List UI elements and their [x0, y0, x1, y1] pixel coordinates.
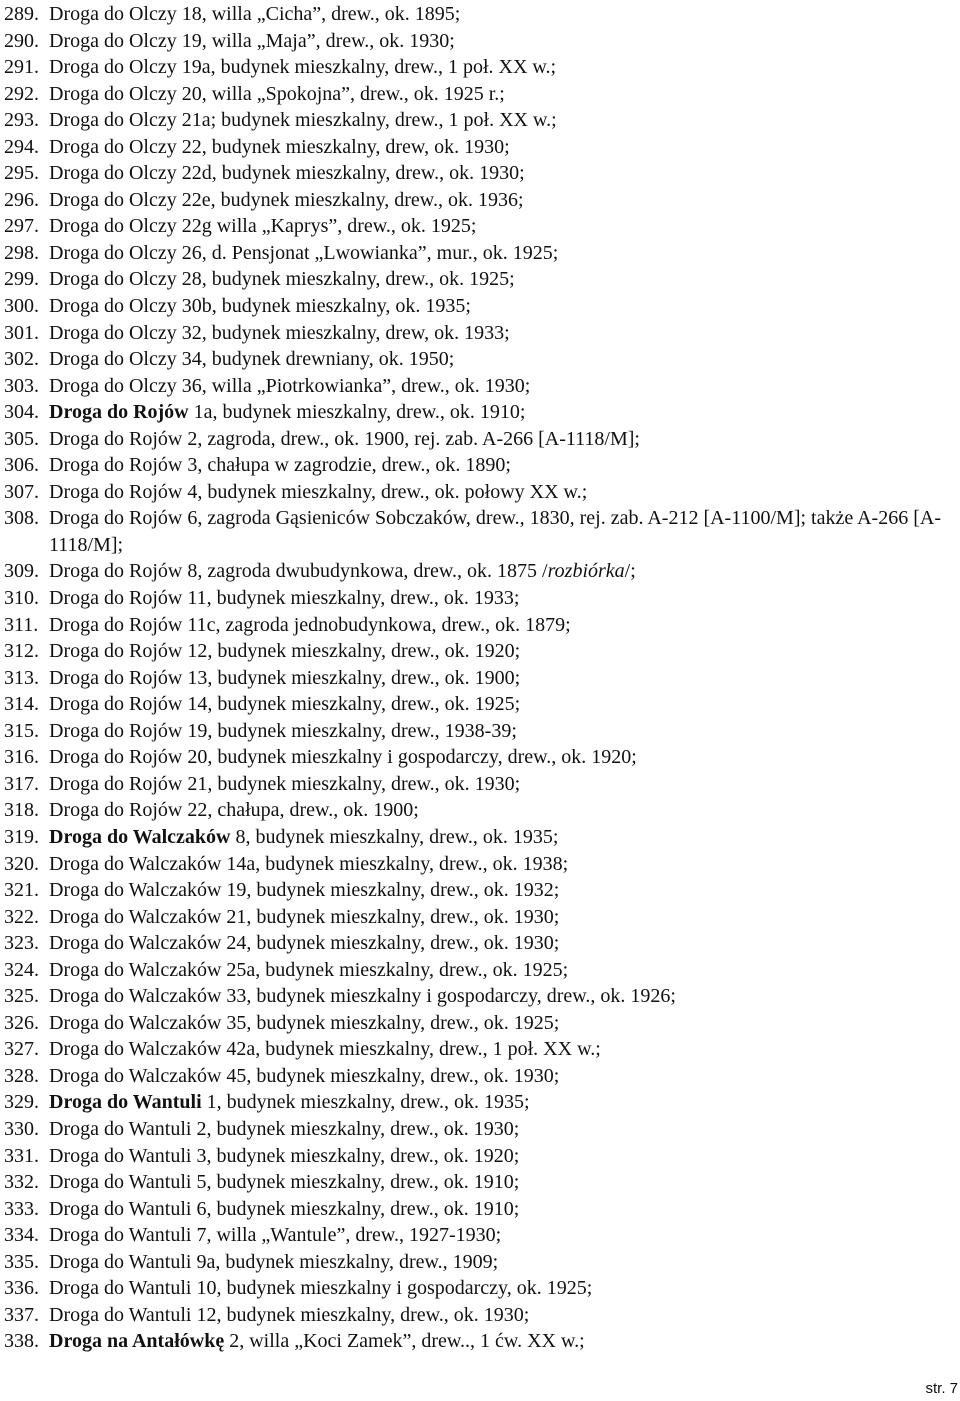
entry-text — [49, 426, 954, 453]
entry-text — [49, 1328, 954, 1355]
entry-text — [49, 1275, 954, 1302]
list-item — [4, 691, 954, 718]
entry-number: 304. — [4, 401, 39, 424]
list-item — [4, 718, 954, 745]
entry-text — [49, 293, 954, 320]
entry-number: 324. — [4, 958, 39, 981]
entry-text — [49, 1010, 954, 1037]
entry-text-segment: Droga do Walczaków 21, budynek mieszkalny, drew., ok. 1930; — [49, 905, 560, 928]
entry-text-segment: /; — [624, 560, 636, 583]
entry-text — [49, 160, 954, 187]
entry-text-segment: Droga do Wantuli 6, budynek mieszkalny, drew., ok. 1910; — [49, 1197, 520, 1220]
entry-text-segment: Droga do Walczaków 42a, budynek mieszkalny, drew., 1 poł. XX w.; — [49, 1038, 601, 1061]
entry-text — [49, 1169, 954, 1196]
list-item — [4, 1036, 954, 1063]
list-item — [4, 638, 954, 665]
entry-text-segment: Droga do Wantuli 2, budynek mieszkalny, drew., ok. 1930; — [49, 1117, 520, 1140]
entry-text — [49, 505, 954, 558]
entry-text — [49, 1222, 954, 1249]
entry-number: 322. — [4, 905, 39, 928]
entry-text — [49, 54, 954, 81]
entry-text — [49, 558, 954, 585]
entry-number: 302. — [4, 348, 39, 371]
list-item — [4, 160, 954, 187]
list-item — [4, 930, 954, 957]
entry-number: 335. — [4, 1250, 39, 1273]
entry-number: 326. — [4, 1011, 39, 1034]
entry-number: 321. — [4, 879, 39, 902]
status-note: rozbiórka — [547, 560, 625, 583]
list-item — [4, 1089, 954, 1116]
entry-number: 293. — [4, 109, 39, 132]
list-item — [4, 558, 954, 585]
list-item — [4, 240, 954, 267]
entry-text — [49, 399, 954, 426]
list-item — [4, 346, 954, 373]
entry-text-segment: Droga do Rojów 13, budynek mieszkalny, drew., ok. 1900; — [49, 666, 521, 689]
list-item — [4, 187, 954, 214]
entry-text — [49, 638, 954, 665]
entry-text-segment: Droga do Wantuli 5, budynek mieszkalny, drew., ok. 1910; — [49, 1171, 520, 1194]
entry-number: 295. — [4, 162, 39, 185]
entry-number: 337. — [4, 1303, 39, 1326]
entry-text-segment: Droga do Olczy 30b, budynek mieszkalny, ok. 1935; — [49, 295, 471, 318]
entry-text-segment: Droga do Olczy 21a; budynek mieszkalny, drew., 1 poł. XX w.; — [49, 109, 557, 132]
entry-text — [49, 930, 954, 957]
entry-number: 294. — [4, 135, 39, 158]
entry-text-segment: Droga do Olczy 22e, budynek mieszkalny, drew., ok. 1936; — [49, 188, 524, 211]
entry-text-segment: Droga do Rojów 11c, zagroda jednobudynkowa, drew., ok. 1879; — [49, 613, 571, 636]
entry-text — [49, 983, 954, 1010]
list-item — [4, 957, 954, 984]
list-item — [4, 452, 954, 479]
list-item — [4, 1275, 954, 1302]
entry-text — [49, 824, 954, 851]
entry-text-segment: Droga do Olczy 36, willa „Piotrkowianka”, drew., ok. 1930; — [49, 374, 531, 397]
entry-text — [49, 1302, 954, 1329]
list-item — [4, 81, 954, 108]
list-item — [4, 877, 954, 904]
entry-text-segment: Droga do Walczaków 25a, budynek mieszkalny, drew., ok. 1925; — [49, 958, 569, 981]
entry-text-segment: Droga do Rojów 14, budynek mieszkalny, drew., ok. 1925; — [49, 693, 521, 716]
entry-text — [49, 957, 954, 984]
entry-number: 331. — [4, 1144, 39, 1167]
entry-number: 327. — [4, 1038, 39, 1061]
entry-number: 292. — [4, 82, 39, 105]
list-item — [4, 54, 954, 81]
entry-text-segment: Droga do Wantuli 3, budynek mieszkalny, drew., ok. 1920; — [49, 1144, 520, 1167]
list-item — [4, 399, 954, 426]
entry-text — [49, 134, 954, 161]
entry-text-segment: Droga do Walczaków 33, budynek mieszkalny i gospodarczy, drew., ok. 1926; — [49, 985, 676, 1008]
list-item — [4, 1222, 954, 1249]
entry-text-segment: Droga do Walczaków 24, budynek mieszkalny, drew., ok. 1930; — [49, 932, 560, 955]
entry-text — [49, 665, 954, 692]
entry-text — [49, 1063, 954, 1090]
entry-text-segment: Droga do Olczy 19a, budynek mieszkalny, drew., 1 poł. XX w.; — [49, 56, 557, 79]
street-name: Droga do Wantuli — [49, 1091, 202, 1114]
list-item — [4, 28, 954, 55]
entry-number: 338. — [4, 1330, 39, 1353]
entry-number: 290. — [4, 29, 39, 52]
entry-text — [49, 1143, 954, 1170]
entry-text — [49, 877, 954, 904]
entry-text — [49, 320, 954, 347]
entry-number: 291. — [4, 56, 39, 79]
entry-number: 300. — [4, 295, 39, 318]
entry-number: 315. — [4, 719, 39, 742]
entry-number: 303. — [4, 374, 39, 397]
entry-text-segment: Droga do Walczaków 19, budynek mieszkalny, drew., ok. 1932; — [49, 879, 560, 902]
entry-number: 308. — [4, 507, 39, 530]
entry-number: 312. — [4, 640, 39, 663]
list-item — [4, 665, 954, 692]
entry-number: 299. — [4, 268, 39, 291]
entry-text-segment: Droga do Olczy 32, budynek mieszkalny, drew, ok. 1933; — [49, 321, 510, 344]
entry-text-segment: 1, budynek mieszkalny, drew., ok. 1935; — [201, 1091, 530, 1114]
entry-text — [49, 771, 954, 798]
entry-text — [49, 1089, 954, 1116]
entry-text-segment: Droga do Rojów 21, budynek mieszkalny, drew., ok. 1930; — [49, 772, 521, 795]
entry-text — [49, 744, 954, 771]
list-item — [4, 373, 954, 400]
entry-text-segment: Droga do Wantuli 10, budynek mieszkalny i gospodarczy, ok. 1925; — [49, 1277, 593, 1300]
entry-number: 297. — [4, 215, 39, 238]
list-item — [4, 1302, 954, 1329]
list-item — [4, 851, 954, 878]
entry-text-segment: 1a, budynek mieszkalny, drew., ok. 1910; — [188, 401, 526, 424]
entry-number: 332. — [4, 1171, 39, 1194]
entry-text — [49, 107, 954, 134]
entry-number: 309. — [4, 560, 39, 583]
entry-text-segment: Droga do Olczy 18, willa „Cicha”, drew., ok. 1895; — [49, 3, 461, 25]
entry-text — [49, 1036, 954, 1063]
entry-text-segment: Droga do Olczy 34, budynek drewniany, ok. 1950; — [49, 348, 455, 371]
entry-text — [49, 1, 954, 28]
entry-text-segment: Droga do Olczy 26, d. Pensjonat „Lwowianka”, mur., ok. 1925; — [49, 241, 559, 264]
entry-text-segment: Droga do Rojów 22, chałupa, drew., ok. 1900; — [49, 799, 419, 822]
entry-number: 319. — [4, 825, 39, 848]
list-item — [4, 824, 954, 851]
entry-text-segment: Droga do Walczaków 35, budynek mieszkalny, drew., ok. 1925; — [49, 1011, 560, 1034]
entry-text — [49, 1196, 954, 1223]
street-name: Droga do Rojów — [49, 401, 189, 424]
entry-text-segment: Droga do Wantuli 7, willa „Wantule”, drew., 1927-1930; — [49, 1224, 502, 1247]
entry-text — [49, 851, 954, 878]
entry-text-segment: 2, willa „Koci Zamek”, drew.., 1 ćw. XX w.; — [224, 1330, 585, 1353]
entry-number: 301. — [4, 321, 39, 344]
list-item — [4, 585, 954, 612]
entry-number: 310. — [4, 587, 39, 610]
entry-text-segment: Droga do Rojów 2, zagroda, drew., ok. 1900, rej. zab. A-266 [A-1118/M]; — [49, 427, 640, 450]
page-number: str. 7 — [925, 1380, 958, 1397]
entry-text — [49, 691, 954, 718]
entry-number: 328. — [4, 1064, 39, 1087]
list-item — [4, 293, 954, 320]
list-item — [4, 1, 954, 28]
entry-text-segment: Droga do Rojów 4, budynek mieszkalny, drew., ok. połowy XX w.; — [49, 480, 588, 503]
entry-text-segment: Droga do Wantuli 12, budynek mieszkalny, drew., ok. 1930; — [49, 1303, 530, 1326]
entry-number: 305. — [4, 427, 39, 450]
street-name: Droga do Walczaków — [49, 825, 231, 848]
entry-text — [49, 452, 954, 479]
entry-number: 296. — [4, 188, 39, 211]
entry-number: 336. — [4, 1277, 39, 1300]
entry-text-segment: Droga do Rojów 19, budynek mieszkalny, drew., 1938-39; — [49, 719, 517, 742]
entry-text — [49, 904, 954, 931]
list-item — [4, 904, 954, 931]
entry-number: 311. — [4, 613, 39, 636]
entry-text-segment: Droga do Rojów 6, zagroda Gąsieniców Sobczaków, drew., 1830, rej. zab. A-212 [A-1100/M]; także A-266 [A-1118/M]; — [49, 507, 941, 556]
entry-text-segment: Droga do Rojów 8, zagroda dwubudynkowa, drew., ok. 1875 / — [49, 560, 548, 583]
street-name: Droga na Antałówkę — [49, 1330, 225, 1353]
list-item — [4, 797, 954, 824]
list-item — [4, 771, 954, 798]
entry-text-segment: Droga do Walczaków 14a, budynek mieszkalny, drew., ok. 1938; — [49, 852, 569, 875]
entry-text — [49, 373, 954, 400]
entry-text — [49, 81, 954, 108]
list-item — [4, 983, 954, 1010]
entry-text — [49, 797, 954, 824]
list-item — [4, 1063, 954, 1090]
entry-text-segment: Droga do Olczy 22g willa „Kaprys”, drew., ok. 1925; — [49, 215, 477, 238]
entry-text — [49, 479, 954, 506]
entry-text — [49, 266, 954, 293]
entry-text-segment: Droga do Rojów 20, budynek mieszkalny i gospodarczy, drew., ok. 1920; — [49, 746, 637, 769]
list-item — [4, 213, 954, 240]
list-item — [4, 320, 954, 347]
entry-text — [49, 187, 954, 214]
entry-number: 289. — [4, 3, 39, 25]
entry-number: 316. — [4, 746, 39, 769]
entry-number: 334. — [4, 1224, 39, 1247]
entry-text — [49, 612, 954, 639]
list-item — [4, 479, 954, 506]
list-item — [4, 612, 954, 639]
list-item — [4, 1010, 954, 1037]
list-item — [4, 1169, 954, 1196]
monument-entry-list — [4, 1, 954, 1355]
entry-text — [49, 718, 954, 745]
entry-text-segment: Droga do Olczy 20, willa „Spokojna”, drew., ok. 1925 r.; — [49, 82, 505, 105]
entry-text — [49, 28, 954, 55]
entry-text-segment: Droga do Olczy 19, willa „Maja”, drew., ok. 1930; — [49, 29, 455, 52]
list-item — [4, 266, 954, 293]
list-item — [4, 1196, 954, 1223]
entry-number: 329. — [4, 1091, 39, 1114]
entry-text — [49, 1116, 954, 1143]
list-item — [4, 1116, 954, 1143]
list-item — [4, 744, 954, 771]
entry-number: 318. — [4, 799, 39, 822]
entry-text-segment: 8, budynek mieszkalny, drew., ok. 1935; — [230, 825, 559, 848]
list-item — [4, 134, 954, 161]
entry-number: 330. — [4, 1117, 39, 1140]
entry-text — [49, 240, 954, 267]
entry-text-segment: Droga do Olczy 28, budynek mieszkalny, drew., ok. 1925; — [49, 268, 515, 291]
list-item — [4, 505, 954, 558]
entry-text — [49, 1249, 954, 1276]
entry-text — [49, 585, 954, 612]
entry-text — [49, 346, 954, 373]
entry-text-segment: Droga do Walczaków 45, budynek mieszkalny, drew., ok. 1930; — [49, 1064, 560, 1087]
entry-number: 313. — [4, 666, 39, 689]
entry-text-segment: Droga do Wantuli 9a, budynek mieszkalny, drew., 1909; — [49, 1250, 499, 1273]
entry-text-segment: Droga do Olczy 22, budynek mieszkalny, drew, ok. 1930; — [49, 135, 510, 158]
entry-number: 317. — [4, 772, 39, 795]
entry-text — [49, 213, 954, 240]
list-item — [4, 1328, 954, 1355]
list-item — [4, 426, 954, 453]
list-item — [4, 1143, 954, 1170]
entry-number: 323. — [4, 932, 39, 955]
entry-number: 333. — [4, 1197, 39, 1220]
entry-number: 307. — [4, 480, 39, 503]
entry-number: 314. — [4, 693, 39, 716]
entry-text-segment: Droga do Rojów 11, budynek mieszkalny, drew., ok. 1933; — [49, 587, 520, 610]
list-item — [4, 1249, 954, 1276]
entry-number: 298. — [4, 241, 39, 264]
entry-number: 306. — [4, 454, 39, 477]
entry-text-segment: Droga do Olczy 22d, budynek mieszkalny, drew., ok. 1930; — [49, 162, 525, 185]
list-item — [4, 107, 954, 134]
entry-number: 320. — [4, 852, 39, 875]
entry-number: 325. — [4, 985, 39, 1008]
entry-text-segment: Droga do Rojów 12, budynek mieszkalny, drew., ok. 1920; — [49, 640, 521, 663]
entry-text-segment: Droga do Rojów 3, chałupa w zagrodzie, drew., ok. 1890; — [49, 454, 511, 477]
